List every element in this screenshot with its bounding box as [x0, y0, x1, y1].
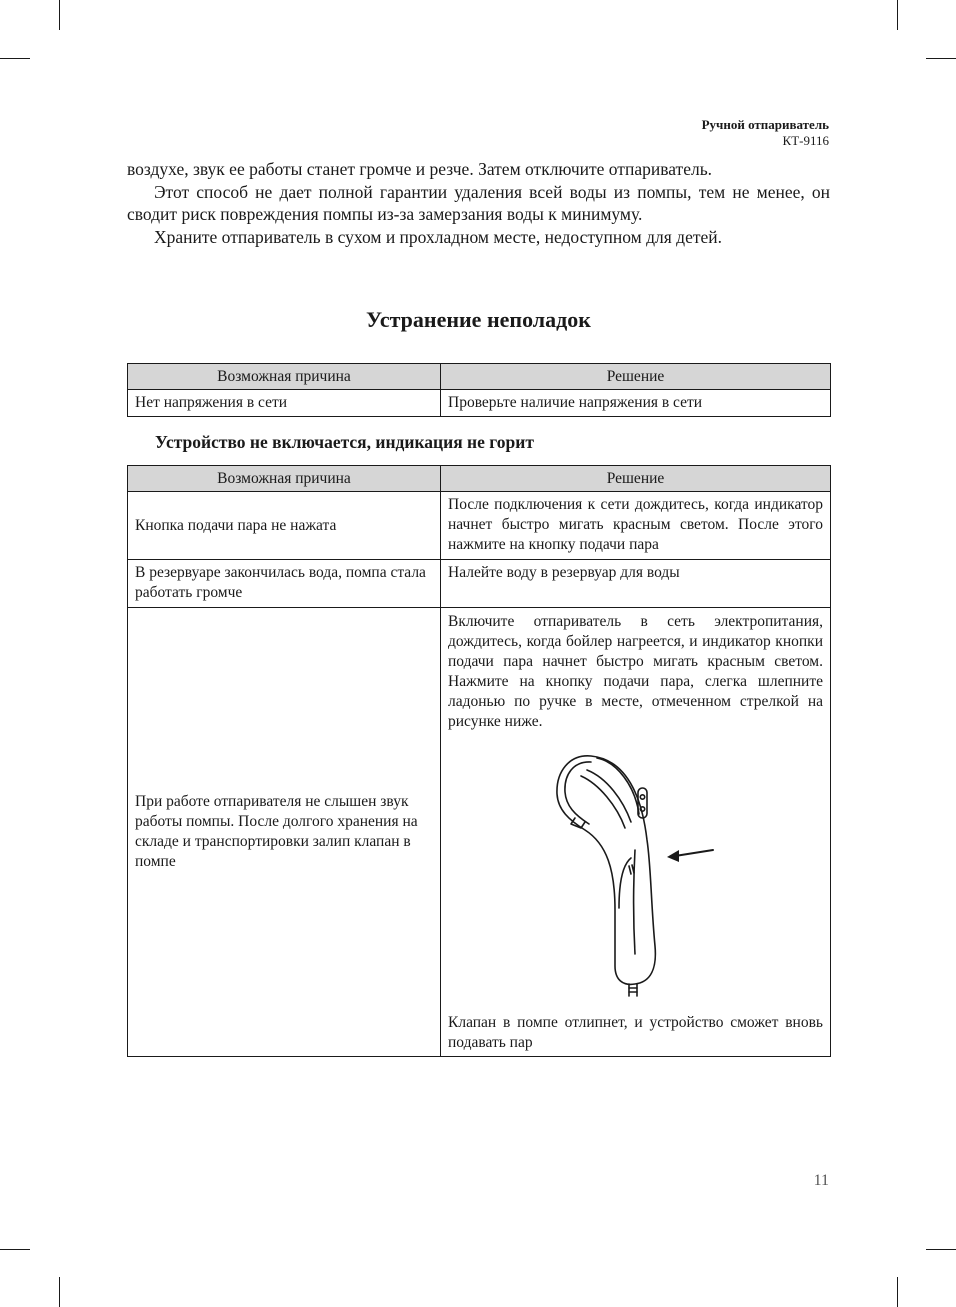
- cause-cell: При работе отпаривателя не слышен звук работы помпы. После долгого хранения на складе и транспортировки залип клапан в помпе: [128, 608, 441, 1057]
- running-header: [702, 117, 829, 149]
- crop-mark: [0, 1249, 30, 1250]
- troubleshooting-table-2: [127, 465, 831, 1057]
- column-header-cause: Возможная причина: [128, 466, 441, 492]
- cause-cell: Нет напряжения в сети: [128, 390, 441, 417]
- solution-cell: После подключения к сети дождитесь, когда индикатор начнет быстро мигать красным светом. После этого нажмите на кнопку подачи пара: [441, 492, 831, 560]
- column-header-solution: Решение: [441, 466, 831, 492]
- troubleshooting-table-1: [127, 363, 831, 417]
- solution-cell: Проверьте наличие напряжения в сети: [441, 390, 831, 417]
- crop-mark: [897, 1277, 898, 1307]
- solution-cell: [441, 608, 831, 1057]
- header-model: КТ-9116: [782, 133, 829, 148]
- arrow-icon: [667, 850, 713, 862]
- page-number: 11: [813, 1172, 829, 1189]
- intro-paragraph: воздухе, звук ее работы станет громче и резче. Затем отключите отпариватель.: [127, 159, 713, 179]
- crop-mark: [897, 0, 898, 30]
- crop-mark: [0, 58, 30, 59]
- cause-cell: В резервуаре закончилась вода, помпа стала работать громче: [128, 560, 441, 608]
- table-row: [128, 608, 831, 1057]
- column-header-cause: Возможная причина: [128, 364, 441, 390]
- crop-mark: [59, 1277, 60, 1307]
- table-row: [128, 560, 831, 608]
- table-row: [128, 492, 831, 560]
- intro-paragraph: Храните отпариватель в сухом и прохладном месте, недоступном для детей.: [154, 226, 722, 247]
- table-header-row: [128, 466, 831, 492]
- solution-text: Включите отпариватель в сеть электропитания, дождитесь, когда бойлер нагреется, и индикатор кнопки подачи пара начнет быстро мигать красным светом. Нажмите на кнопку подачи пара, слегка шлепните ладонью по ручке в месте, отмеченном стрелкой на рисунке ниже.: [448, 613, 823, 730]
- section-title: Устранение неполадок: [366, 307, 591, 332]
- header-title: Ручной отпариватель: [701, 117, 829, 132]
- crop-mark: [926, 58, 956, 59]
- solution-cell: Налейте воду в резервуар для воды: [441, 560, 831, 608]
- solution-result-text: Клапан в помпе отлипнет, и устройство сможет вновь подавать пар: [448, 1014, 823, 1051]
- steamer-illustration: [551, 748, 731, 998]
- problem-subtitle: Устройство не включается, индикация не горит: [155, 432, 534, 452]
- crop-mark: [926, 1249, 956, 1250]
- column-header-solution: Решение: [441, 364, 831, 390]
- table-header-row: [128, 364, 831, 390]
- intro-paragraph: Этот способ не дает полной гарантии удаления всей воды из помпы, тем не менее, он сводит риск повреждения помпы из-за замерзания воды к минимуму.: [127, 181, 830, 224]
- cause-cell: Кнопка подачи пара не нажата: [128, 492, 441, 560]
- intro-text: [127, 158, 830, 248]
- crop-mark: [59, 0, 60, 30]
- table-row: [128, 390, 831, 417]
